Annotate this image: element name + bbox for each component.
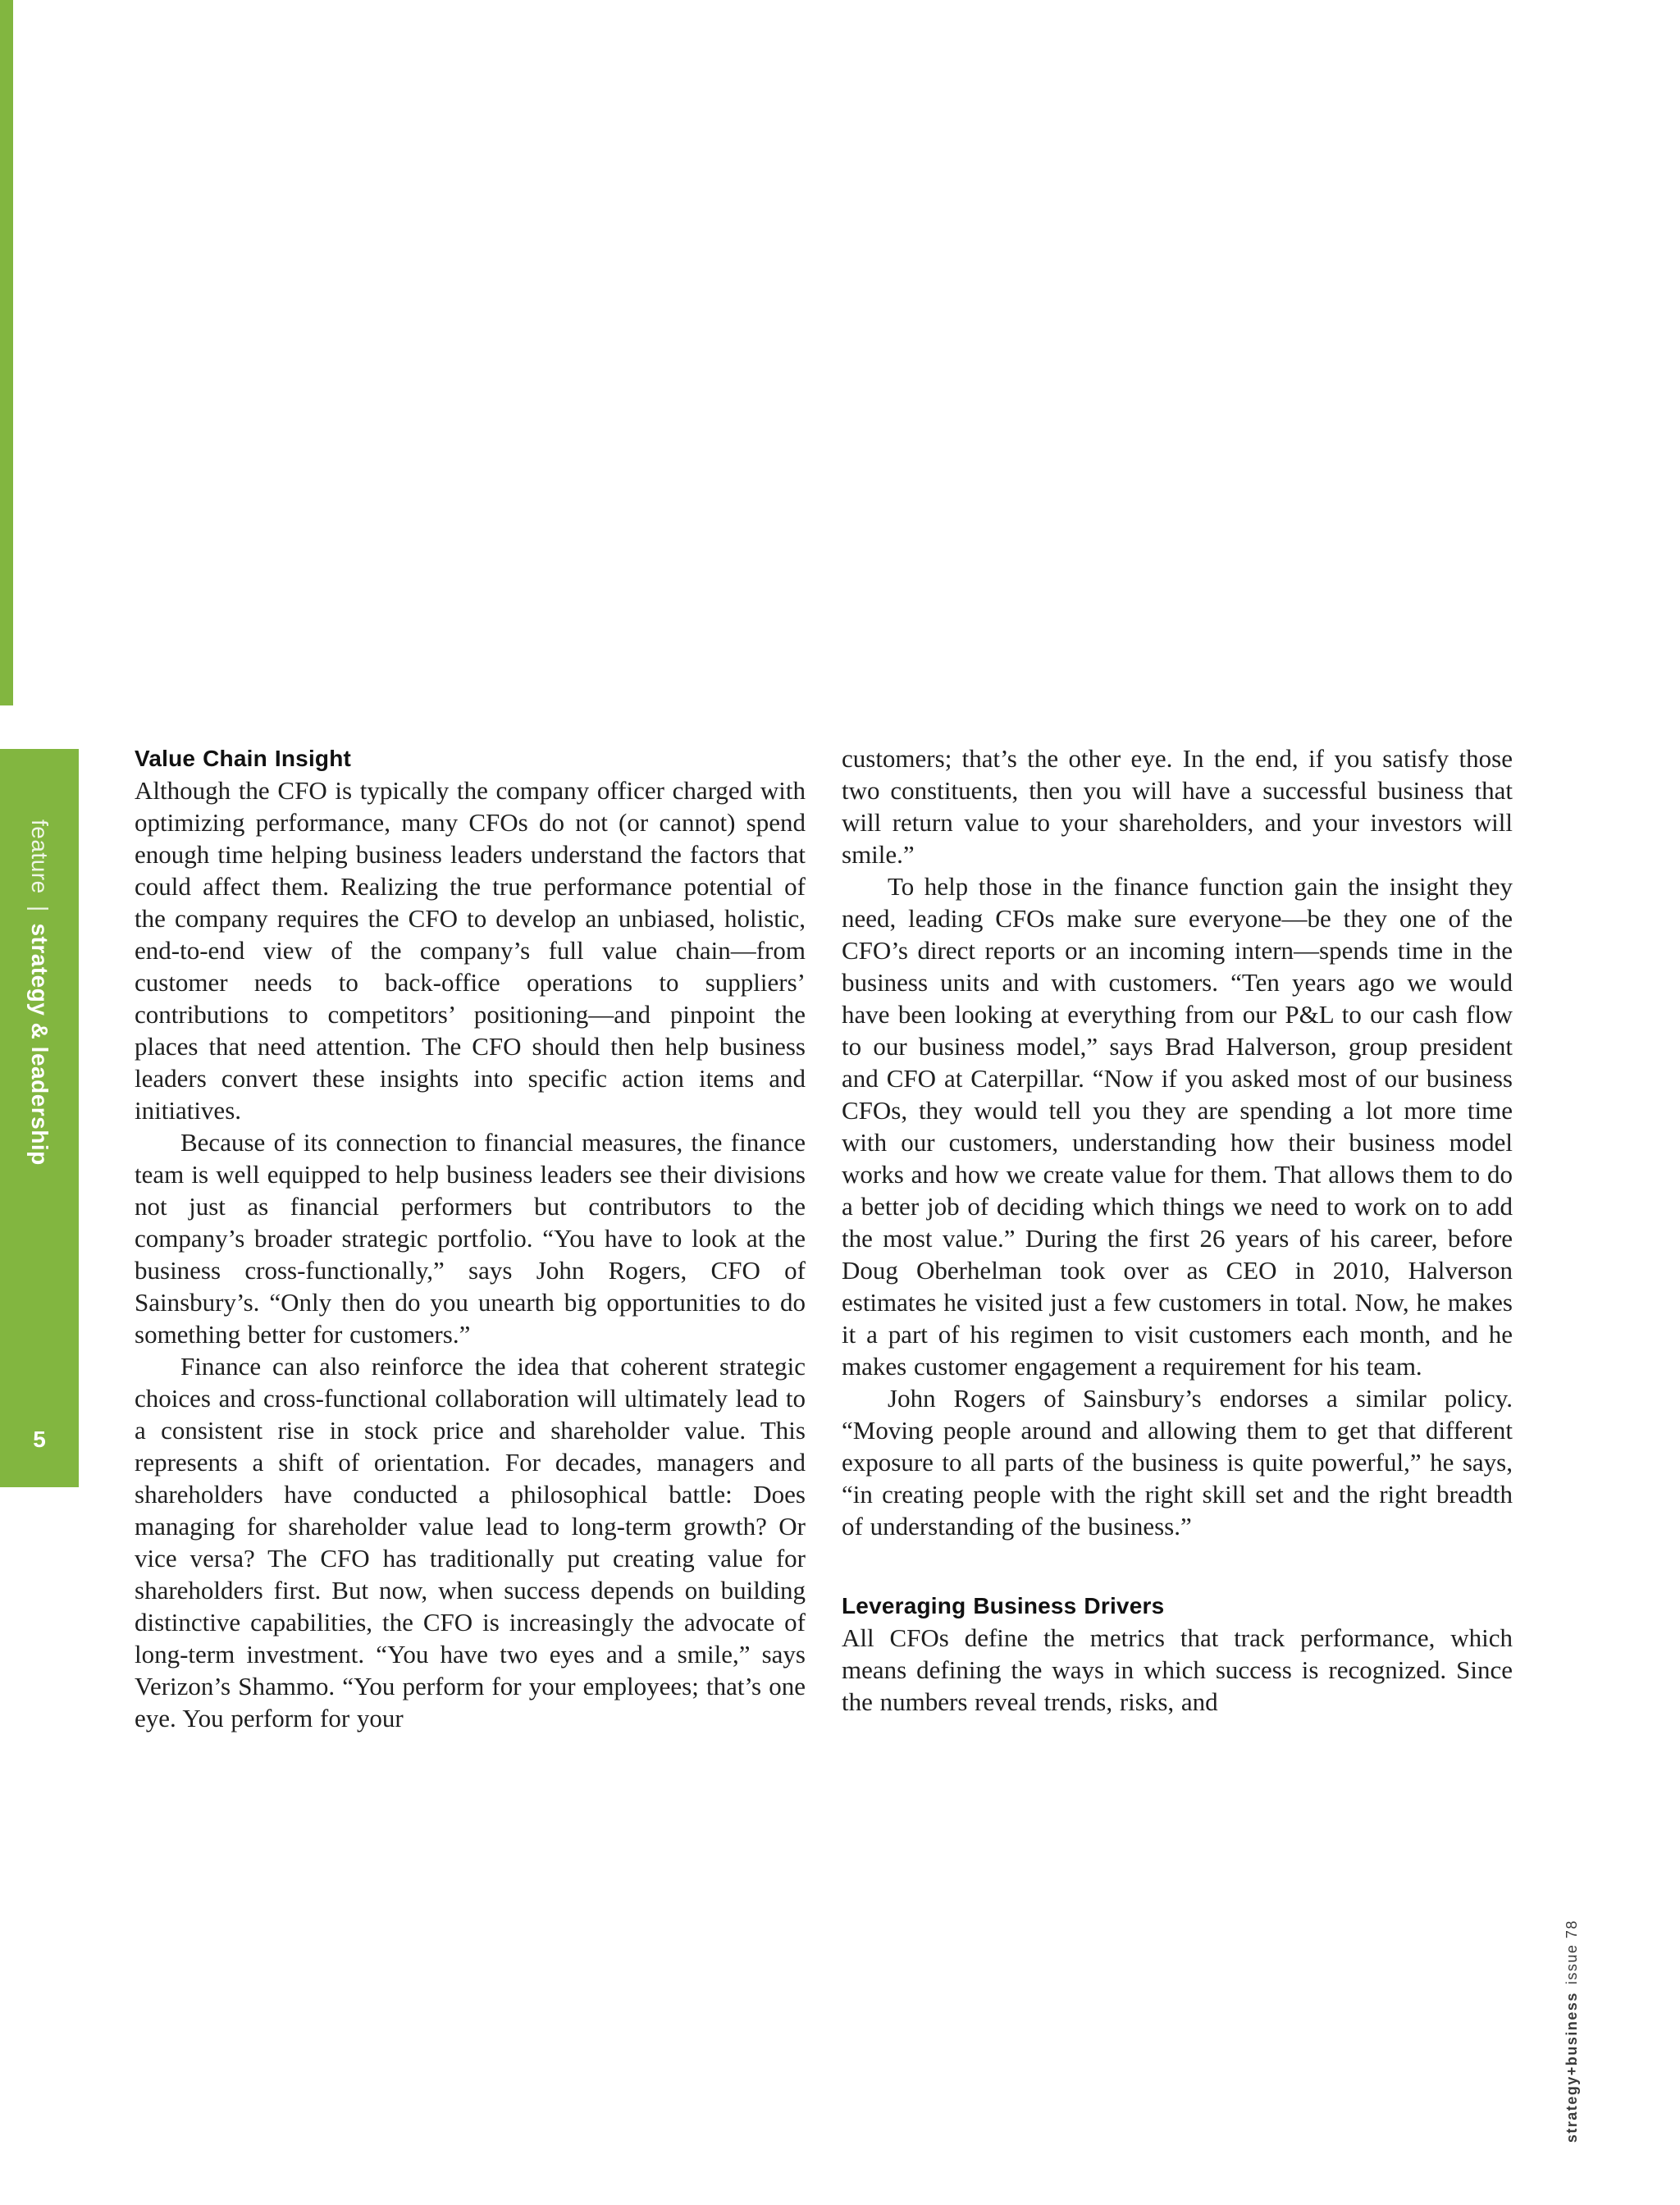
article-paragraph: John Rogers of Sainsbury’s endorses a similar policy. “Moving people around and allowing them to get that different exposure to all parts of the business is quite powerful,” he says, “in creating people with the right skill set and the right breadth of understanding of the business.” (842, 1384, 1513, 1541)
article-body (135, 742, 1513, 1734)
heading-value-chain-insight: Value Chain Insight (135, 746, 352, 771)
page-number: 5 (33, 1427, 46, 1452)
feature-section-divider: | (27, 905, 52, 912)
magazine-name: strategy+business (1564, 1991, 1580, 2143)
heading-leveraging-business-drivers: Leveraging Business Drivers (842, 1593, 1165, 1618)
article-paragraph: All CFOs define the metrics that track performance, which means defining the ways in which success is recognized. Since the numbers reveal trends, risks, and (842, 1623, 1513, 1716)
issue-footer-vertical-text (1564, 1920, 1581, 2143)
article-paragraph: Finance can also reinforce the idea that coherent strategic choices and cross-functional collaboration will ultimately lead to a consistent rise in stock price and shareholder value. This represents a shift of orientation. For decades, managers and shareholders have conducted a philosophical battle: Does managing for shareholder value lead to long-term growth? Or vice versa? The CFO has traditionally put creating value for shareholders first. But now, when success depends on building distinctive capabilities, the CFO is increasingly the advocate of long-term investment. “You have two eyes and a smile,” says Verizon’s Shammo. “You perform for your employees; that’s one eye. You perform for your (135, 1352, 806, 1732)
issue-number: issue 78 (1564, 1919, 1580, 1984)
article-paragraph: Because of its connection to financial measures, the finance team is well equipped to help business leaders see their divisions not just as financial performers but contributors to the company’s broader strategic portfolio. “You have to look at the business cross-functionally,” says John Rogers, CFO of Sainsbury’s. “Only then do you unearth big opportunities to do something better for customers.” (135, 1128, 806, 1349)
section-label: strategy & leadership (27, 923, 52, 1166)
feature-tab-vertical-text (28, 819, 51, 1166)
article-left-column (135, 742, 806, 1734)
article-right-column (842, 742, 1513, 1734)
article-paragraph: customers; that’s the other eye. In the end, if you satisfy those two constituents, then you will have a successful business that will return value to your shareholders, and your investors will smile.” (842, 744, 1513, 869)
article-paragraph: To help those in the finance function gain the insight they need, leading CFOs make sure everyone—be they one of the CFO’s direct reports or an incoming intern—spends time in the business units and with customers. “Ten years ago we would have been looking at everything from our P&L to our cash flow to our business model,” says Brad Halverson, group president and CFO at Caterpillar. “Now if you asked most of our business CFOs, they would tell you they are spending a lot more time with our customers, understanding how their business model works and how we create value for them. That allows them to do a better job of deciding which things we need to work on to add the most value.” During the first 26 years of his career, before Doug Oberhelman took over as CEO in 2010, Halverson estimates he visited just a few customers in total. Now, he makes it a part of his regimen to visit customers each month, and he makes customer engagement a requirement for his team. (842, 872, 1513, 1381)
feature-sidebar-tab (0, 749, 79, 1487)
feature-label: feature (27, 819, 52, 894)
left-edge-accent-bar (0, 0, 13, 705)
article-paragraph: Although the CFO is typically the company officer charged with optimizing performance, many CFOs do not (or cannot) spend enough time helping business leaders understand the factors that could affect them. Realizing the true performance potential of the company requires the CFO to develop an unbiased, holistic, end-to-end view of the company’s full value chain—from customer needs to back-office operations to suppliers’ contributions to competitors’ positioning—and pinpoint the places that need attention. The CFO should then help business leaders convert these insights into specific action items and initiatives. (135, 776, 806, 1125)
